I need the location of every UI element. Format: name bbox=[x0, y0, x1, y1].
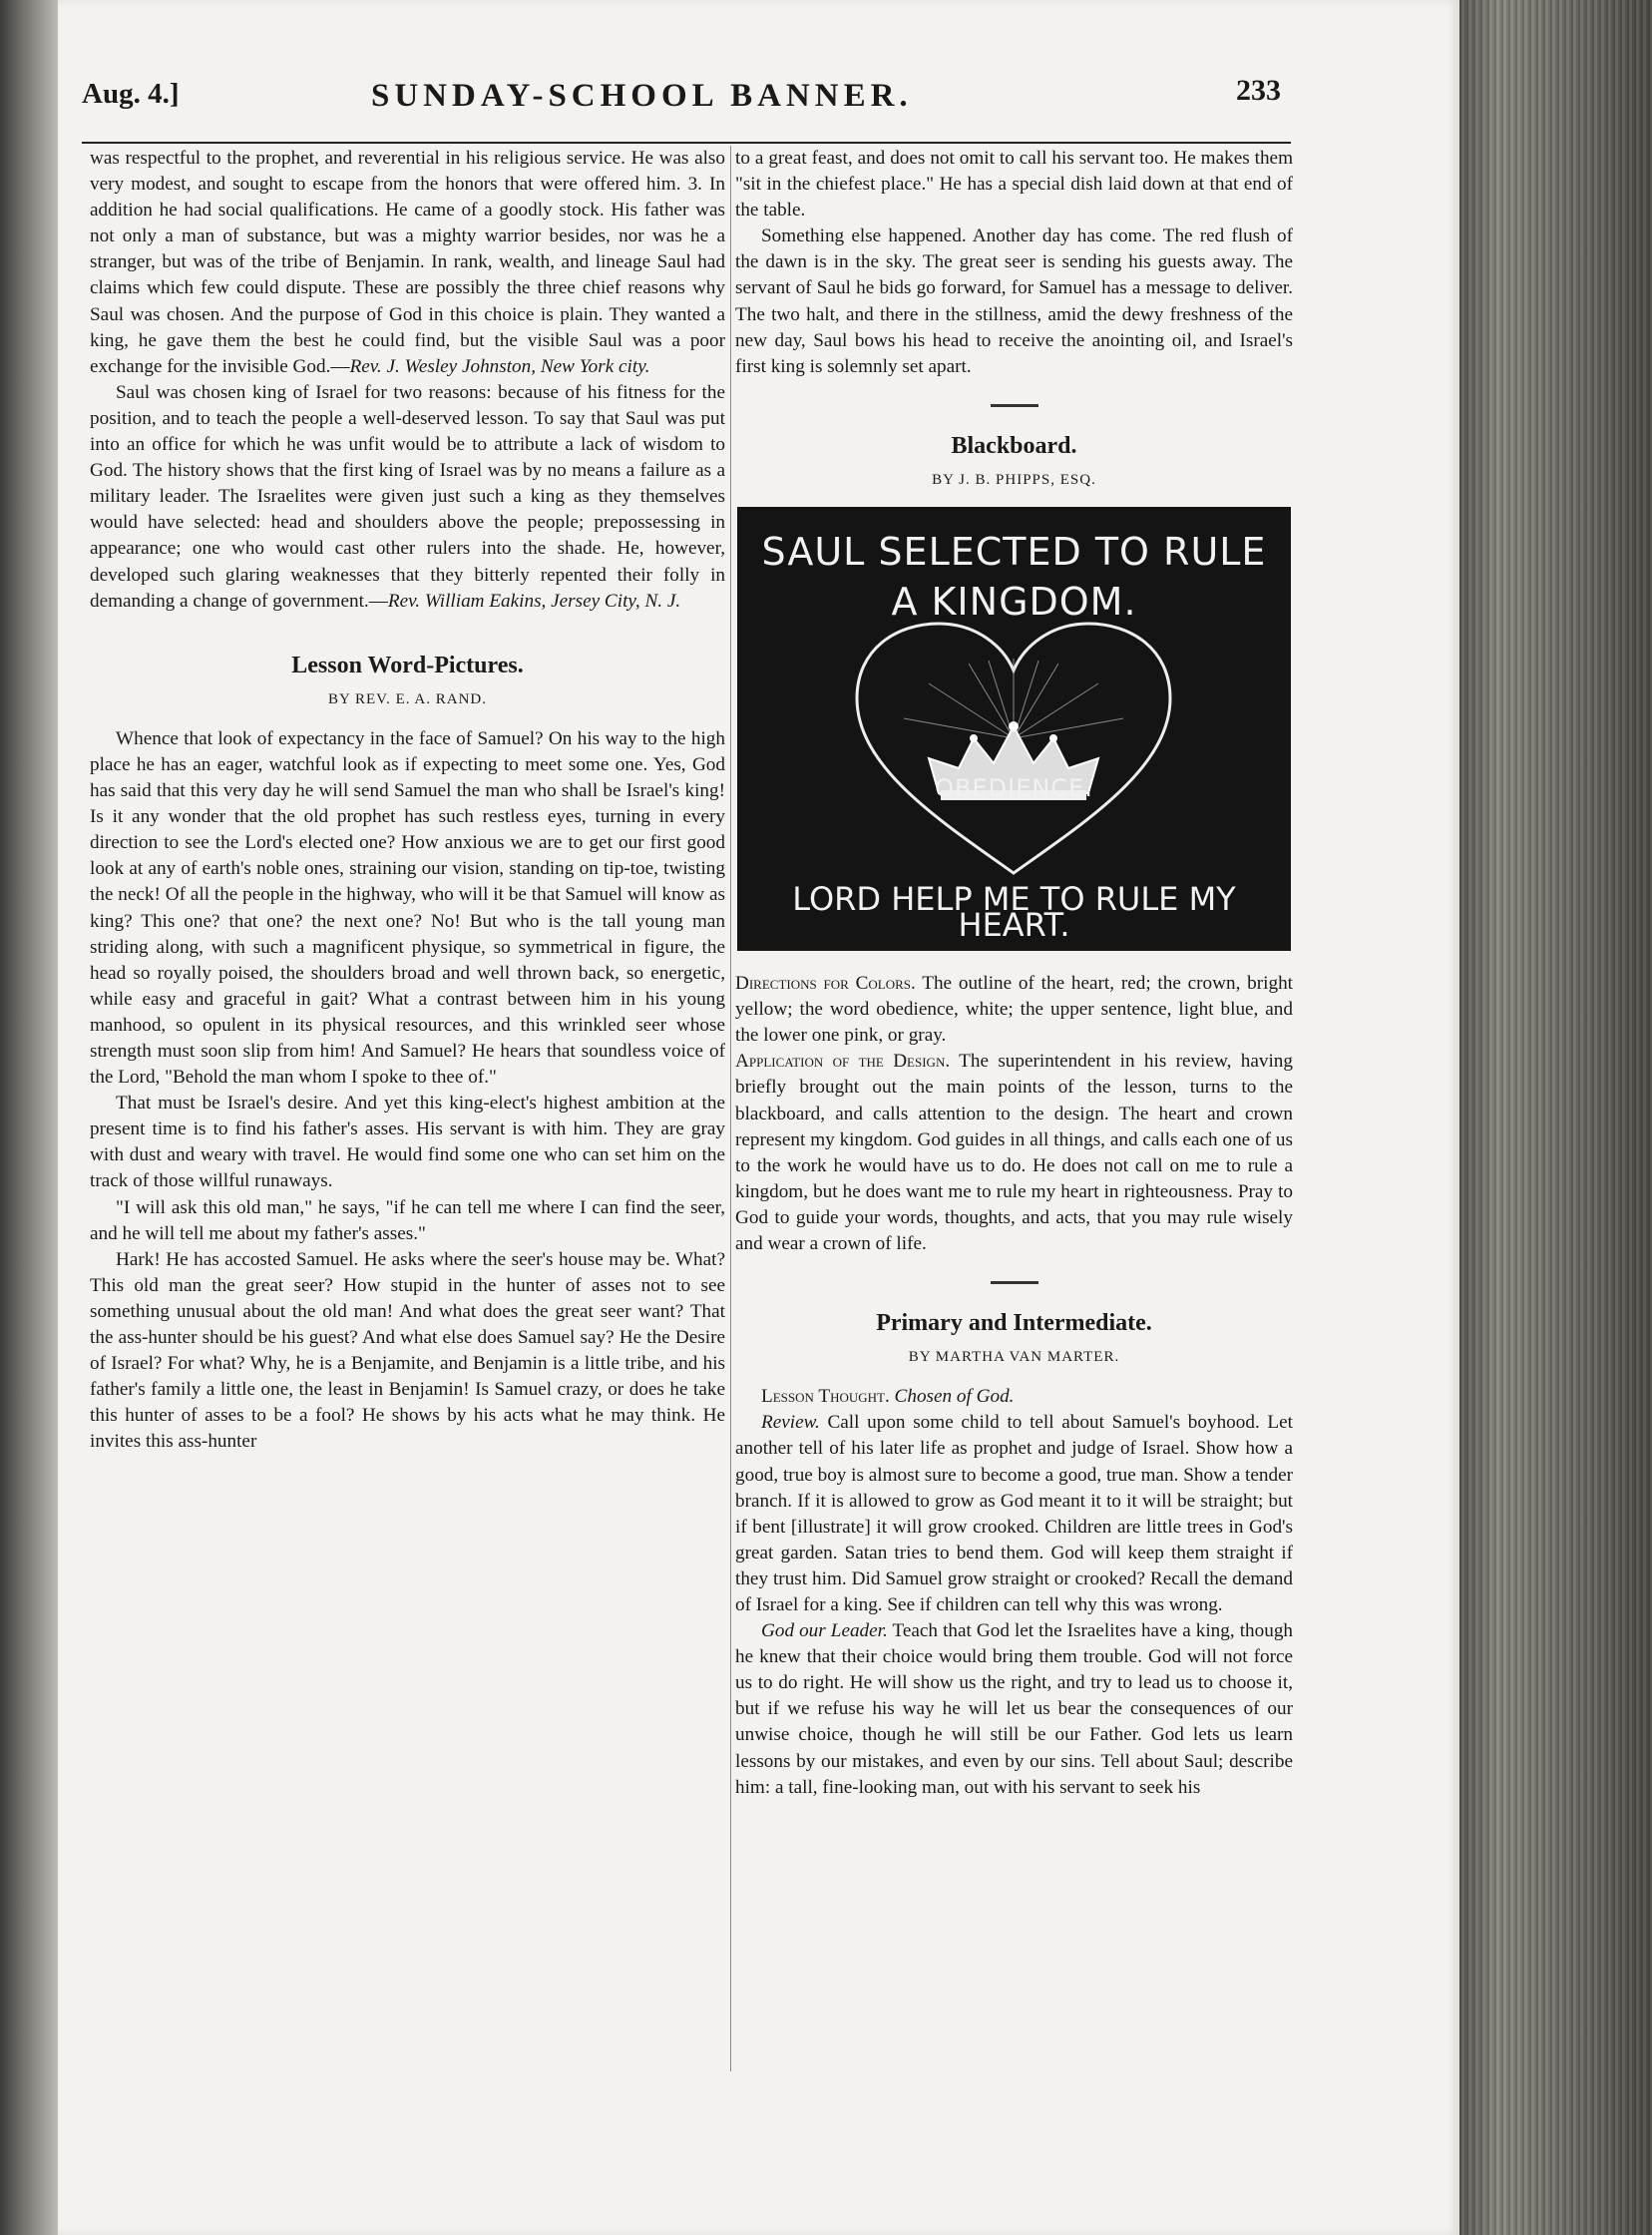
paragraph: Saul was chosen king of Israel for two reasons: because of his fitness for the position, and to teach the people a well-deserved lesson. To say that Saul was put into an office for which he was unfit would be to attribute a lack of wisdom to God. The history shows that the first king of Israel was by no means a failure as a military leader. The Israelites were given just such a king as they themselves would have selected: head and shoulders above the people; prepossessing in appearance; one who would cast other rulers into the shade. He, however, developed such glaring weaknesses that they bitterly repented their folly in demanding a change of government.—Rev. William Eakins, Jersey City, N. J. bbox=[90, 381, 725, 612]
attribution: Rev. William Eakins, Jersey City, N. J. bbox=[387, 590, 681, 612]
attribution: Rev. J. Wesley Johnston, New York city. bbox=[349, 355, 650, 377]
book-page-edges bbox=[1459, 0, 1652, 2235]
book-gutter-shadow bbox=[0, 0, 58, 2235]
paragraph: Whence that look of expectancy in the face of Samuel? On his way to the high place he has an eager, watchful look as if expecting to meet some one. Yes, God has said that this very day he will send Samuel the man who shall be Israel's king! Is it any wonder that the old prophet has such restless eyes, turning in every direction to see the Lord's elected one? How anxious we are to get our first good look at any of earth's noble ones, straining our vision, standing on tip-toe, twisting the neck! Of all the people in the highway, who will it be that Samuel will know as king? This one? that one? the next one? No! But who is the tall young man striding along, with such a magnificent physique, so symmetrical in figure, the head so royally poised, the shoulders broad and well thrown back, so energetic, while easy and graceful in gait? What a contrast between him in his young manhood, so opulent in its physical resources, and this wrinkled seer whose strength must soon slip from him! And Samuel? He hears that soundless voice of the Lord, "Behold the man whom I spoke to thee of." bbox=[90, 727, 725, 1089]
section-title-primary: Primary and Intermediate. bbox=[876, 1310, 1152, 1337]
paragraph: was respectful to the prophet, and reverential in his religious service. He was also very modest, and sought to escape from the honors that were offered him. 3. In addition he had social qualifications. He came of a goodly stock. His father was not only a man of substance, but was a mighty warrior besides, nor was he a stranger, but was of the tribe of Benjamin. In rank, wealth, and lineage Saul had claims which few could dispute. These are possibly the three chief reasons why Saul was chosen. And the purpose of God in this choice is plain. They wanted a king, he gave them the best he could find, but the visible Saul was a poor exchange for the invisible God.—Rev. J. Wesley Johnston, New York city. bbox=[90, 148, 725, 377]
section-separator bbox=[991, 404, 1038, 407]
header-date: Aug. 4.] bbox=[82, 78, 180, 110]
section-separator bbox=[991, 1281, 1038, 1284]
left-column bbox=[90, 146, 725, 1456]
blackboard-footer: LORD HELP ME TO RULE MY HEART. bbox=[792, 880, 1236, 945]
column-divider bbox=[730, 146, 731, 2071]
run-in-heading: Review. bbox=[761, 1412, 820, 1434]
run-in-heading: Lesson Thought. bbox=[761, 1386, 890, 1408]
right-column bbox=[735, 146, 1293, 1801]
blackboard-heading: SAUL SELECTED TO RULE A KINGDOM. bbox=[761, 530, 1267, 625]
byline: BY REV. E. A. RAND. bbox=[327, 690, 488, 707]
paragraph: Something else happened. Another day has come. The red flush of the dawn is in the sky. The great seer is sending his guests away. The servant of Saul he bids go forward, for Samuel has a message to deliver. The two halt, and there in the stillness, amid the dewy freshness of the new day, Saul bows his head to receive the anointing oil, and Israel's first king is solemnly set apart. bbox=[735, 225, 1293, 377]
header-title: SUNDAY-SCHOOL BANNER. bbox=[371, 78, 913, 114]
byline: BY J. B. PHIPPS, ESQ. bbox=[932, 471, 1096, 488]
paragraph: Review. Call upon some child to tell about Samuel's boyhood. Let another tell of his later life as prophet and judge of Israel. Show how a good, true boy is almost sure to become a good, true man. Show a tender branch. If it is allowed to grow as God meant it to it will be straight; but if bent [illustrate] it will grow crooked. Children are little trees in God's great garden. Satan tries to bend them. God will keep them straight if they trust him. Did Samuel grow straight or crooked? Recall the demand of Israel for a king. See if children can tell why this was wrong. bbox=[735, 1412, 1293, 1615]
paragraph: Directions for Colors. The outline of the heart, red; the crown, bright yellow; the word obedience, white; the upper sentence, light blue, and the lower one pink, or gray. bbox=[735, 973, 1293, 1047]
run-in-heading: God our Leader. bbox=[761, 1620, 888, 1642]
header-rule bbox=[82, 142, 1291, 144]
running-header bbox=[82, 74, 1281, 128]
blackboard-illustration bbox=[737, 507, 1291, 951]
paragraph: Lesson Thought. Chosen of God. bbox=[761, 1386, 1015, 1408]
paragraph: Hark! He has accosted Samuel. He asks where the seer's house may be. What? This old man the great seer? How stupid in the hunter of asses not to see something unusual about the old man! And what does the great seer want? That the ass-hunter should be his guest? And what else does Samuel say? He the Desire of Israel? For what? Why, he is a Benjamite, and Benjamin is a little tribe, and his father's family a little one, the least in Benjamin! Is Samuel crazy, or does he take this hunter of asses to be a fool? He shows by his acts what he may think. He invites this ass-hunter bbox=[90, 1248, 725, 1453]
byline: BY MARTHA VAN MARTER. bbox=[908, 1349, 1120, 1366]
run-in-heading: Directions for Colors. bbox=[735, 973, 916, 995]
paragraph: "I will ask this old man," he says, "if he can tell me where I can find the seer, and he will tell me about my father's asses." bbox=[90, 1196, 725, 1244]
run-in-heading: Application of the Design. bbox=[735, 1051, 951, 1073]
paragraph: God our Leader. Teach that God let the Israelites have a king, though he knew that their choice would bring them trouble. God will not force us to do right. He will show us the right, and try to lead us to choose it, but if we refuse his way he will let us bear the consequences of our unwise choice, though he will still be our Father. God lets us learn lessons by our mistakes, and even by our sins. Tell about Saul; describe him: a tall, fine-looking man, out with his servant to seek his bbox=[735, 1620, 1294, 1798]
heart-word: OBEDIENCE. bbox=[935, 774, 1093, 803]
paragraph: Application of the Design. The superintendent in his review, having briefly brought out the main points of the lesson, turns to the blackboard, and calls attention to the design. The heart and crown represent my kingdom. God guides in all things, and calls each one of us to the work he would have us to do. He does not call on me to rule a kingdom, but he does want me to rule my heart in righteousness. Pray to God to guide your words, thoughts, and acts, that you may rule wisely and wear a crown of life. bbox=[735, 1051, 1293, 1254]
paragraph: to a great feast, and does not omit to call his servant too. He makes them "sit in the chiefest place." He has a special dish laid down at that end of the table. bbox=[735, 148, 1293, 222]
paragraph: That must be Israel's desire. And yet this king-elect's highest ambition at the present time is to find his father's asses. His servant is with him. They are gray with dust and weary with travel. He would find some one who can set him on the track of those willful runaways. bbox=[90, 1093, 725, 1192]
heart-crown-icon bbox=[849, 619, 1178, 878]
section-title-word-pictures: Lesson Word-Pictures. bbox=[291, 652, 524, 678]
page-number: 233 bbox=[1236, 74, 1281, 107]
section-title-blackboard: Blackboard. bbox=[951, 432, 1077, 459]
